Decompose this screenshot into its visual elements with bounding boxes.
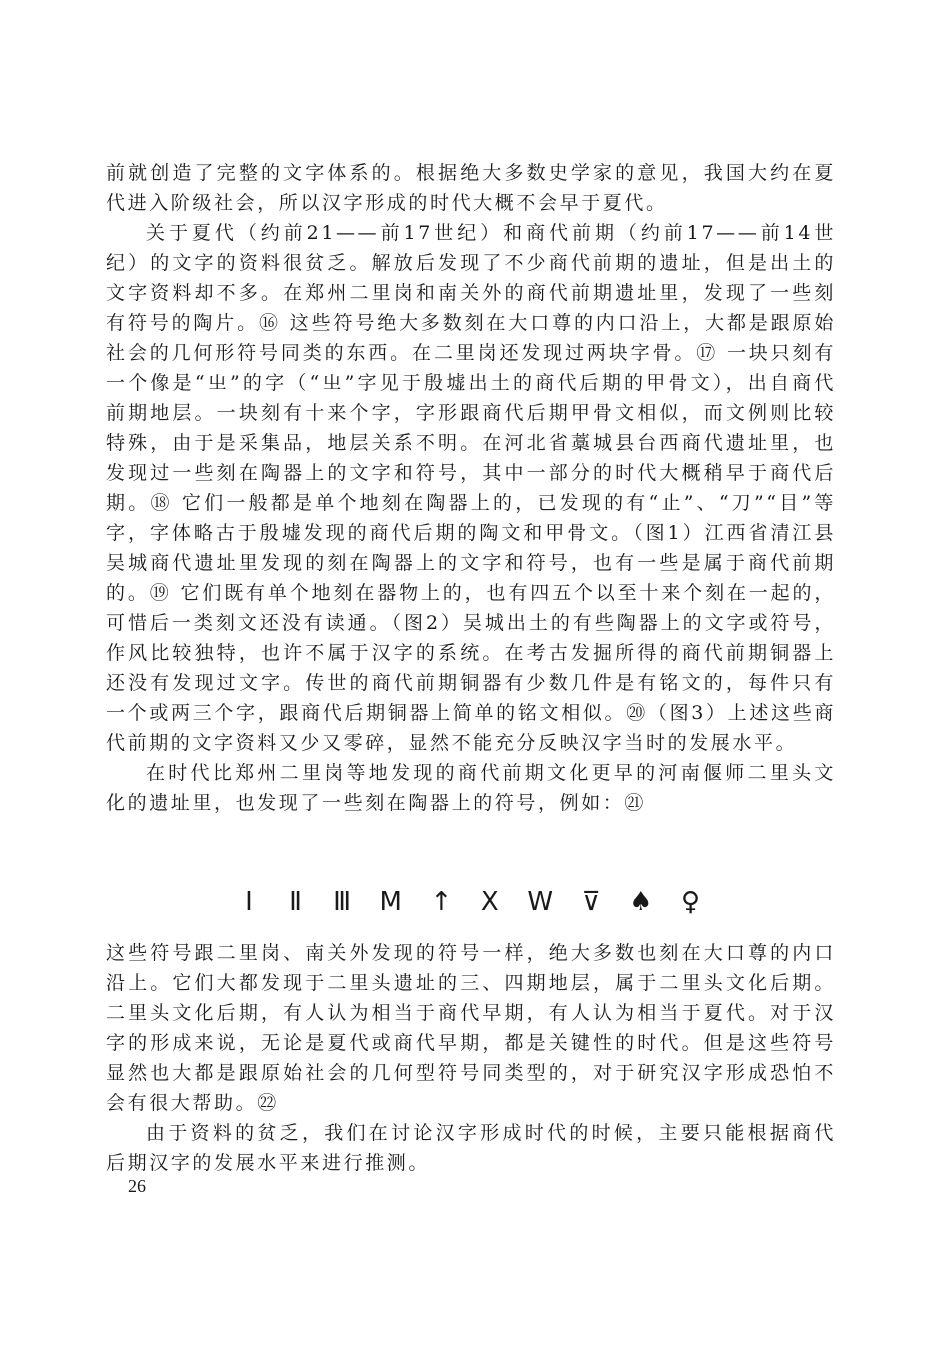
paragraph-conclusion: 由于资料的贫乏，我们在讨论汉字形成时代的时候，主要只能根据商代后期汉字的发展水平来进行推测。	[106, 1122, 836, 1174]
symbol-2: Ⅱ	[289, 887, 302, 917]
symbol-10: ♀	[680, 887, 700, 917]
paragraph-continuation: 前就创造了完整的文字体系的。根据绝大多数史学家的意见，我国大约在夏代进入阶级社会，所以汉字形成的时代大概不会早于夏代。	[106, 162, 836, 214]
symbol-8: ⊽	[581, 887, 601, 917]
symbol-5: ↑	[430, 887, 453, 917]
lower-text-block	[106, 938, 836, 1178]
symbol-6: X	[480, 887, 499, 917]
paragraph-erlitou-intro: 在时代比郑州二里岗等地发现的商代前期文化更早的河南偃师二里头文化的遗址里，也发现了一些刻在陶器上的符号，例如：㉑	[106, 762, 836, 814]
paragraph-xia-shang-materials: 关于夏代（约前21——前17世纪）和商代前期（约前17——前14世纪）的文字的资料很贫乏。解放后发现了不少商代前期的遗址，但是出土的文字资料却不多。在郑州二里岗和南关外的商代前期遗址里，发现了一些刻有符号的陶片。⑯ 这些符号绝大多数刻在大口尊的内口沿上，大都是跟原始社会的几何形符号同类的东西。在二里岗还发现过两块字骨。⑰ 一块只刻有一个像是“㞢”的字（“㞢”字见于殷墟出土的商代后期的甲骨文），出自商代前期地层。一块刻有十来个字，字形跟商代后期甲骨文相似，而文例则比较特殊，由于是采集品，地层关系不明。在河北省藁城县台西商代遗址里，也发现过一些刻在陶器上的文字和符号，其中一部分的时代大概稍早于商代后期。⑱ 它们一般都是单个地刻在陶器上的，已发现的有“止”、“刀”“目”等字，字体略古于殷墟发现的商代后期的陶文和甲骨文。（图1）江西省清江县吴城商代遗址里发现的刻在陶器上的文字和符号，也有一些是属于商代前期的。⑲ 它们既有单个地刻在器物上的，也有四五个以至十来个刻在一起的，可惜后一类刻文还没有读通。（图2）吴城出土的有些陶器上的文字或符号，作风比较独特，也许不属于汉字的系统。在考古发掘所得的商代前期铜器上还没有发现过文字。传世的商代前期铜器有少数几件是有铭文的，每件只有一个或两三个字，跟商代后期铜器上简单的铭文相似。⑳（图3）上述这些商代前期的文字资料又少又零碎，显然不能充分反映汉字当时的发展水平。	[106, 222, 836, 754]
erlitou-symbols-row	[240, 880, 700, 924]
paragraph-symbols-discussion: 这些符号跟二里岗、南关外发现的符号一样，绝大多数也刻在大口尊的内口沿上。它们大都发现于二里头遗址的三、四期地层，属于二里头文化后期。二里头文化后期，有人认为相当于商代早期，有人认为相当于夏代。对于汉字的形成来说，无论是夏代或商代早期，都是关键性的时代。但是这些符号显然也大都是跟原始社会的几何型符号同类型的，对于研究汉字形成恐怕不会有很大帮助。㉒	[106, 942, 836, 1114]
symbol-3: Ⅲ	[333, 887, 351, 917]
symbol-7: W	[527, 887, 554, 917]
symbol-9: ♠	[629, 887, 653, 917]
page-number: 26	[128, 1176, 146, 1196]
symbol-1: Ⅰ	[245, 887, 253, 917]
symbol-4: M	[379, 887, 402, 917]
upper-text-block	[106, 158, 836, 818]
